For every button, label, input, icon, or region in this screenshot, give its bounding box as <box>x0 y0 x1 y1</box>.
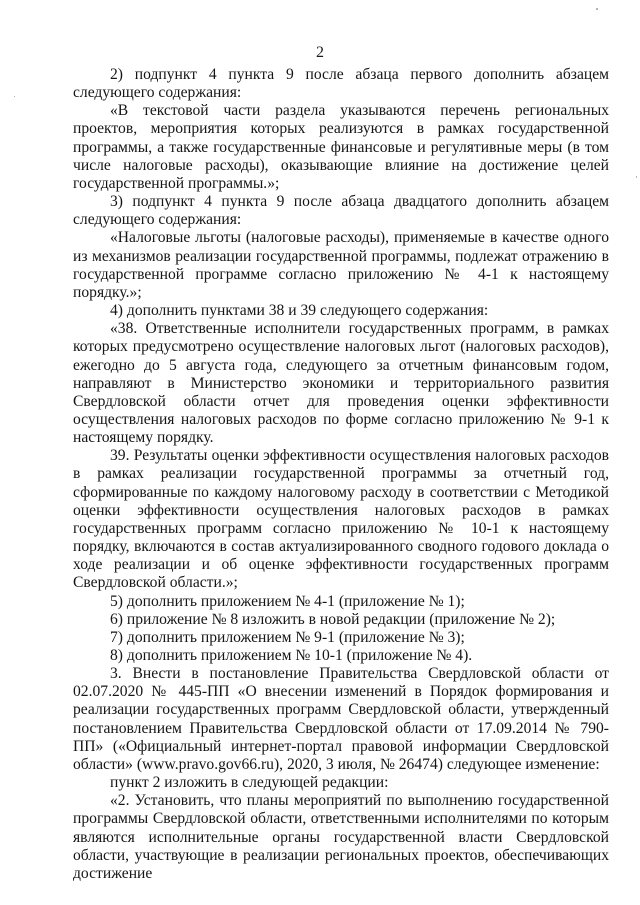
paragraph-quote-point-2: «2. Установить, что планы мероприятий по выполнению государственной программы Свердловской области, ответственными исполнителями по которым являются исполнительные органы государственной власти Свердловской области, участвующие в реализации региональных проектов, обеспечивающих достижение <box>73 792 609 882</box>
paragraph-subitem-5: 5) дополнить приложением № 4-1 (приложение № 1); <box>110 592 465 610</box>
paragraph-subitem-3: 3) подпункт 4 пункта 9 после абзаца двадцатого дополнить абзацем следующего содержания: <box>73 193 609 229</box>
document-body <box>73 66 609 883</box>
paragraph-subitem-6: 6) приложение № 8 изложить в новой редакции (приложение № 2); <box>110 610 556 628</box>
paragraph-item-38: «38. Ответственные исполнители государственных программ, в рамках которых предусмотрено осуществление налоговых льгот (налоговых расходов), ежегодно до 5 августа года, следующего за отчетным финансовым годом, направляют в Министерство экономики и территориального развития Свердловской области отчет для проведения оценки эффективности осуществления налоговых расходов по форме согласно приложению № 9-1 к настоящему порядку. <box>73 320 609 447</box>
paragraph-subitem-8: 8) дополнить приложением № 10-1 (приложение № 4). <box>110 647 473 664</box>
paragraph-subitem-2: 2) подпункт 4 пункта 9 после абзаца первого дополнить абзацем следующего содержания: <box>73 66 609 102</box>
scan-speck <box>596 8 598 10</box>
page-number: 2 <box>316 44 324 61</box>
paragraph-item-3: 3. Внести в постановление Правительства Свердловской области от 02.07.2020 № 445-ПП «О внесении изменений в Порядок формирования и реализации государственных программ Свердловской области, утвержденный постановлением Правительства Свердловской области от 17.09.2014 № 790-ПП» («Официальный интернет-портал правовой информации Свердловской области» (www.pravo.gov66.ru), 2020, 3 июля, № 26474) следующее изменение: <box>73 665 609 773</box>
paragraph-item-39: 39. Результаты оценки эффективности осуществления налоговых расходов в рамках реализации государственной программы за отчетный год, сформированные по каждому налоговому расходу в соответствии с Методикой оценки эффективности осуществления налоговых расходов в рамках государственных программ согласно приложению № 10-1 к настоящему порядку, включаются в состав актуализированного сводного годового доклада о ходе реализации и об оценке эффективности государственных программ Свердловской области.»; <box>73 447 609 592</box>
paragraph-subitem-7: 7) дополнить приложением № 9-1 (приложение № 3); <box>110 628 465 646</box>
paragraph-quote-tax-benefits: «Налоговые льготы (налоговые расходы), применяемые в качестве одного из механизмов реализации государственной программы, подлежат отражению в государственной программе согласно приложению № 4-1 к настоящему порядку.»; <box>73 229 609 301</box>
paragraph-point-2-intro: пункт 2 изложить в следующей редакции: <box>110 774 389 792</box>
scan-speck <box>636 176 637 178</box>
paragraph-subitem-4: 4) дополнить пунктами 38 и 39 следующего содержания: <box>110 302 489 320</box>
scan-speck <box>14 96 15 97</box>
paragraph-quote-text-part: «В текстовой части раздела указываются перечень региональных проектов, мероприятия которых реализуются в рамках государственной программы, а также государственные финансовые и регулятивные меры (в том числе налоговые расходы), оказывающие влияние на достижение целей государственной программы.»; <box>73 102 609 192</box>
